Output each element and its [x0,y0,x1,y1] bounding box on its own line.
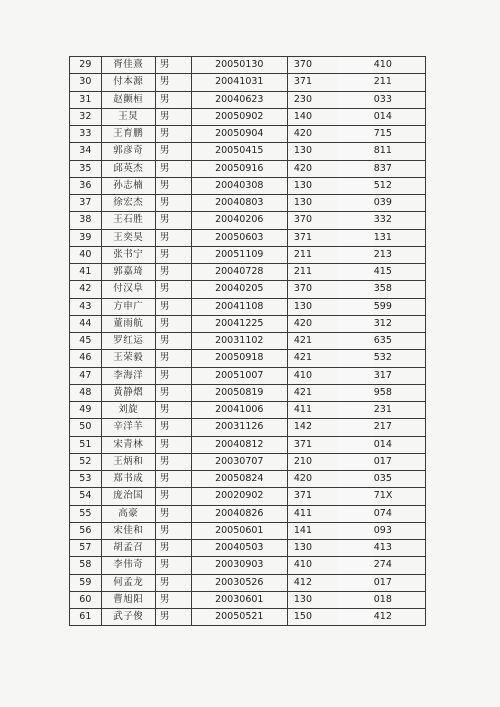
gender: 男 [155,298,191,315]
table-row [70,453,426,470]
gender: 男 [155,471,191,488]
gender: 男 [155,212,191,229]
redacted-id-segment [337,436,373,453]
gender: 男 [155,591,191,608]
birth-date: 20041006 [191,402,287,419]
redacted-id-segment [337,574,373,591]
id-number-end: 958 [373,384,426,401]
id-number-end: 274 [373,557,426,574]
birth-date: 20030903 [191,557,287,574]
id-number-end: 018 [373,591,426,608]
table-row [70,177,426,194]
birth-date: 20050603 [191,229,287,246]
table-row [70,298,426,315]
id-number-start: 420 [287,315,337,332]
gender: 男 [155,57,191,74]
row-number: 57 [70,540,102,557]
student-name: 庞治国 [101,488,155,505]
gender: 男 [155,505,191,522]
id-number-end: 074 [373,505,426,522]
id-number-start: 411 [287,505,337,522]
redacted-id-segment [337,315,373,332]
id-number-end: 033 [373,91,426,108]
student-name: 郑书成 [101,471,155,488]
birth-date: 20050824 [191,471,287,488]
id-number-end: 035 [373,471,426,488]
gender: 男 [155,177,191,194]
birth-date: 20050521 [191,609,287,626]
gender: 男 [155,453,191,470]
gender: 男 [155,384,191,401]
row-number: 49 [70,402,102,419]
id-number-start: 410 [287,557,337,574]
id-number-start: 411 [287,402,337,419]
id-number-end: 512 [373,177,426,194]
id-number-start: 421 [287,350,337,367]
gender: 男 [155,350,191,367]
table-row [70,143,426,160]
gender: 男 [155,609,191,626]
gender: 男 [155,540,191,557]
gender: 男 [155,522,191,539]
student-roster-table [69,56,426,626]
row-number: 48 [70,384,102,401]
row-number: 51 [70,436,102,453]
student-name: 胡孟召 [101,540,155,557]
redacted-id-segment [337,281,373,298]
table-row [70,57,426,74]
id-number-start: 140 [287,108,337,125]
id-number-start: 142 [287,419,337,436]
birth-date: 20041031 [191,74,287,91]
id-number-end: 131 [373,229,426,246]
birth-date: 20030707 [191,453,287,470]
id-number-start: 371 [287,229,337,246]
row-number: 47 [70,367,102,384]
gender: 男 [155,74,191,91]
id-number-end: 532 [373,350,426,367]
table-row [70,126,426,143]
birth-date: 20040826 [191,505,287,522]
row-number: 56 [70,522,102,539]
gender: 男 [155,333,191,350]
gender: 男 [155,402,191,419]
birth-date: 20031126 [191,419,287,436]
id-number-start: 421 [287,384,337,401]
birth-date: 20050819 [191,384,287,401]
table-row [70,212,426,229]
student-name: 徐宏杰 [101,195,155,212]
id-number-start: 150 [287,609,337,626]
gender: 男 [155,557,191,574]
row-number: 41 [70,264,102,281]
redacted-id-segment [337,195,373,212]
id-number-start: 371 [287,74,337,91]
student-name: 曹旭阳 [101,591,155,608]
id-number-end: 410 [373,57,426,74]
redacted-id-segment [337,246,373,263]
gender: 男 [155,195,191,212]
id-number-end: 093 [373,522,426,539]
redacted-id-segment [337,160,373,177]
row-number: 40 [70,246,102,263]
table-row [70,557,426,574]
redacted-id-segment [337,471,373,488]
row-number: 55 [70,505,102,522]
birth-date: 20051007 [191,367,287,384]
table-row [70,591,426,608]
id-number-start: 371 [287,436,337,453]
redacted-id-segment [337,402,373,419]
table-row [70,333,426,350]
birth-date: 20041108 [191,298,287,315]
table-row [70,315,426,332]
id-number-end: 358 [373,281,426,298]
row-number: 45 [70,333,102,350]
redacted-id-segment [337,212,373,229]
id-number-start: 141 [287,522,337,539]
row-number: 37 [70,195,102,212]
id-number-end: 415 [373,264,426,281]
id-number-end: 413 [373,540,426,557]
table-row [70,402,426,419]
roster-body [70,57,426,626]
redacted-id-segment [337,143,373,160]
redacted-id-segment [337,609,373,626]
gender: 男 [155,229,191,246]
id-number-start: 211 [287,246,337,263]
table-row [70,384,426,401]
redacted-id-segment [337,333,373,350]
birth-date: 20050916 [191,160,287,177]
gender: 男 [155,264,191,281]
student-name: 辛洋羊 [101,419,155,436]
student-name: 王奕昊 [101,229,155,246]
id-number-start: 370 [287,281,337,298]
student-name: 赵颤桓 [101,91,155,108]
row-number: 44 [70,315,102,332]
id-number-end: 71X [373,488,426,505]
table-row [70,488,426,505]
id-number-end: 014 [373,108,426,125]
student-name: 王炅 [101,108,155,125]
id-number-end: 017 [373,574,426,591]
redacted-id-segment [337,264,373,281]
student-name: 王育鹏 [101,126,155,143]
id-number-start: 130 [287,143,337,160]
id-number-start: 421 [287,333,337,350]
student-name: 郭嘉琦 [101,264,155,281]
student-name: 董雨航 [101,315,155,332]
birth-date: 20040728 [191,264,287,281]
student-name: 胥佳熹 [101,57,155,74]
gender: 男 [155,108,191,125]
row-number: 34 [70,143,102,160]
birth-date: 20040623 [191,91,287,108]
id-number-start: 130 [287,177,337,194]
id-number-end: 312 [373,315,426,332]
gender: 男 [155,281,191,298]
id-number-end: 014 [373,436,426,453]
gender: 男 [155,143,191,160]
student-name: 张书宁 [101,246,155,263]
table-row [70,540,426,557]
id-number-end: 332 [373,212,426,229]
birth-date: 20040205 [191,281,287,298]
row-number: 31 [70,91,102,108]
table-row [70,419,426,436]
student-name: 何孟龙 [101,574,155,591]
gender: 男 [155,160,191,177]
row-number: 58 [70,557,102,574]
birth-date: 20050904 [191,126,287,143]
table-row [70,229,426,246]
gender: 男 [155,436,191,453]
id-number-start: 412 [287,574,337,591]
id-number-end: 715 [373,126,426,143]
student-name: 高豪 [101,505,155,522]
gender: 男 [155,246,191,263]
student-name: 武子俊 [101,609,155,626]
id-number-start: 420 [287,160,337,177]
row-number: 35 [70,160,102,177]
id-number-end: 217 [373,419,426,436]
redacted-id-segment [337,91,373,108]
row-number: 60 [70,591,102,608]
gender: 男 [155,488,191,505]
id-number-end: 231 [373,402,426,419]
redacted-id-segment [337,108,373,125]
redacted-id-segment [337,505,373,522]
redacted-id-segment [337,177,373,194]
row-number: 59 [70,574,102,591]
redacted-id-segment [337,367,373,384]
id-number-end: 039 [373,195,426,212]
gender: 男 [155,315,191,332]
birth-date: 20031102 [191,333,287,350]
redacted-id-segment [337,57,373,74]
table-row [70,436,426,453]
id-number-end: 213 [373,246,426,263]
birth-date: 20050918 [191,350,287,367]
redacted-id-segment [337,419,373,436]
id-number-start: 130 [287,591,337,608]
id-number-end: 811 [373,143,426,160]
birth-date: 20040812 [191,436,287,453]
student-name: 宋佳和 [101,522,155,539]
birth-date: 20030601 [191,591,287,608]
redacted-id-segment [337,126,373,143]
id-number-start: 130 [287,540,337,557]
birth-date: 20040308 [191,177,287,194]
birth-date: 20041225 [191,315,287,332]
redacted-id-segment [337,522,373,539]
id-number-end: 599 [373,298,426,315]
gender: 男 [155,91,191,108]
row-number: 52 [70,453,102,470]
gender: 男 [155,367,191,384]
table-row [70,505,426,522]
row-number: 36 [70,177,102,194]
student-name: 郭彦奇 [101,143,155,160]
id-number-start: 410 [287,367,337,384]
table-row [70,367,426,384]
redacted-id-segment [337,229,373,246]
table-row [70,522,426,539]
gender: 男 [155,574,191,591]
table-row [70,264,426,281]
row-number: 46 [70,350,102,367]
row-number: 54 [70,488,102,505]
redacted-id-segment [337,591,373,608]
redacted-id-segment [337,350,373,367]
id-number-end: 317 [373,367,426,384]
row-number: 42 [70,281,102,298]
student-name: 黄静熠 [101,384,155,401]
student-name: 李伟奇 [101,557,155,574]
student-name: 王石胜 [101,212,155,229]
table-row [70,195,426,212]
id-number-start: 370 [287,212,337,229]
student-name: 王炳和 [101,453,155,470]
student-name: 邱英杰 [101,160,155,177]
table-row [70,471,426,488]
id-number-start: 420 [287,471,337,488]
id-number-end: 837 [373,160,426,177]
table-row [70,74,426,91]
row-number: 30 [70,74,102,91]
redacted-id-segment [337,384,373,401]
id-number-end: 211 [373,74,426,91]
redacted-id-segment [337,540,373,557]
student-name: 罗红运 [101,333,155,350]
redacted-id-segment [337,453,373,470]
redacted-id-segment [337,74,373,91]
student-name: 方申广 [101,298,155,315]
table-row [70,609,426,626]
birth-date: 20050601 [191,522,287,539]
birth-date: 20030526 [191,574,287,591]
student-name: 刘旋 [101,402,155,419]
id-number-start: 210 [287,453,337,470]
student-name: 付汉阜 [101,281,155,298]
birth-date: 20040206 [191,212,287,229]
birth-date: 20050902 [191,108,287,125]
birth-date: 20020902 [191,488,287,505]
student-name: 宋青林 [101,436,155,453]
birth-date: 20050415 [191,143,287,160]
id-number-start: 211 [287,264,337,281]
table-row [70,91,426,108]
row-number: 50 [70,419,102,436]
id-number-end: 017 [373,453,426,470]
student-name: 李海洋 [101,367,155,384]
gender: 男 [155,419,191,436]
row-number: 38 [70,212,102,229]
row-number: 29 [70,57,102,74]
table-row [70,160,426,177]
gender: 男 [155,126,191,143]
student-name: 王荣毅 [101,350,155,367]
table-row [70,350,426,367]
id-number-start: 230 [287,91,337,108]
row-number: 32 [70,108,102,125]
row-number: 53 [70,471,102,488]
table-row [70,246,426,263]
redacted-id-segment [337,557,373,574]
birth-date: 20051109 [191,246,287,263]
student-name: 付本源 [101,74,155,91]
id-number-start: 130 [287,195,337,212]
row-number: 33 [70,126,102,143]
id-number-start: 130 [287,298,337,315]
row-number: 43 [70,298,102,315]
id-number-start: 371 [287,488,337,505]
id-number-start: 370 [287,57,337,74]
id-number-end: 412 [373,609,426,626]
birth-date: 20040503 [191,540,287,557]
row-number: 61 [70,609,102,626]
redacted-id-segment [337,298,373,315]
table-row [70,108,426,125]
table-row [70,574,426,591]
id-number-start: 420 [287,126,337,143]
birth-date: 20050130 [191,57,287,74]
id-number-end: 635 [373,333,426,350]
birth-date: 20040803 [191,195,287,212]
redacted-id-segment [337,488,373,505]
table-row [70,281,426,298]
student-name: 孙志楠 [101,177,155,194]
row-number: 39 [70,229,102,246]
